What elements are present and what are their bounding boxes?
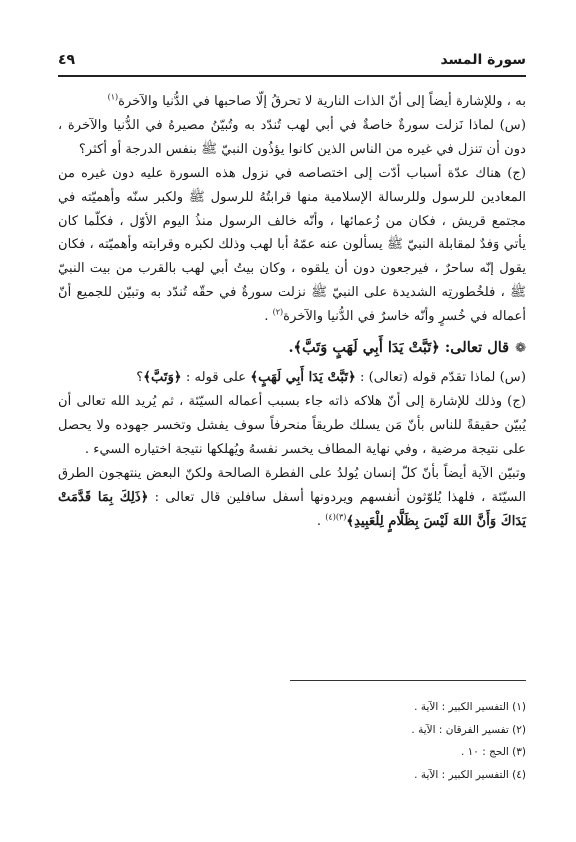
answer-1: (ج) هناك عدّة أسباب أدّت إلى اختصاصه في نزول هذه السورة عليه دون غيره من المعادين للرسول وللرسالة الإسلامية منها قرابتُهُ للرسول ﷺ ولكبر سنّه وأهميّته في مجتمع قريش ، فكان من زُعمائها ، وأنّه خالف الرسول منذُ اليوم الأوّل ، فكلّما كان يأتي وَفدٌ لمقابلة النبيّ ﷺ يسألون عنه عمّهُ أبا لهب وذلك لكبره وقرابته وأهميّته ، فكان يقول إنّه ساحرٌ ، فيرجعون دون أن يلقوه ، وكان بيتُ أبي لهب بالقرب من بيت النبيّ ﷺ ، فلخُطورتِه الشديدة على النبيّ ﷺ نزلت سورةٌ في حقّه تُندّد به وتبيّن للجميع أنّ أعماله في خُسرٍ وأنّه خاسرٌ في الدُّنيا والآخرة$^{(٢)}$ . — [58, 165, 526, 325]
answer-2: (ج) وذلك للإشارة إلى أنّ هلاكه ذاته جاء بسبب أعماله السيّئة ، ثم يُريد الله تعالى أن يُبيّن حقيقةً للناس بأنّ مَن يسلك طريقاً منحرفاً سوف يفشل وتخسر جهوده ولا يحصل على نتيجة مرضية ، وفي نهاية المطاف يخسر نفسهُ ويُهلكها نتيجة اختياره السيء . — [58, 393, 526, 457]
page-body — [58, 90, 526, 533]
quran-quote-1: ﴿تَبَّتْ يَدَا أَبِي لَهَبٍ﴾ — [250, 370, 356, 386]
answer-3 — [58, 462, 526, 534]
footnotes — [290, 696, 526, 786]
question-1: (س) لماذا نَزلت سورةٌ خاصةٌ في أبي لهب تُندّد به وتُبيّنُ مصيرهُ في الدُّنيا والآخرة ، دون أن تنزل في غيره من الناس الذين كانوا يؤذُون النبيّ ﷺ بنفس الدرجة أو أكثر؟ — [58, 117, 526, 157]
footnote-ref-3-4: (٣)(٤) — [325, 512, 347, 522]
page-header — [58, 50, 526, 72]
question-2-middle: على قوله : — [185, 370, 247, 386]
question-2-prefix: (س) لماذا تقدّم قوله (تعالى) : — [360, 370, 526, 386]
answer-3-end: . — [316, 513, 322, 529]
paragraph-intro — [58, 90, 526, 114]
quran-quote-2: ﴿وَتَبَّ﴾ — [143, 370, 182, 386]
verse-heading — [58, 335, 526, 362]
footnote-3: (٣) الحج : ١٠ . — [460, 746, 526, 758]
flower-ornament-icon: ❁ — [515, 341, 526, 357]
footnote-ref-2: (٢) — [272, 307, 284, 317]
quran-quote-3: ﴿ذَلِكَ بِمَا قَدَّمَتْ يَدَاكَ وَأَنَّ اللهَ لَيْسَ بِظَلَّامٍ لِلْعَبِيدِ﴾ — [58, 489, 526, 529]
footnote-4: (٤) التفسير الكبير : الآية . — [414, 768, 526, 781]
footnote-2: (٢) تفسير الفرقان : الآية . — [411, 723, 526, 736]
answer-1-text: (ج) هناك عدّة أسباب أدّت إلى اختصاصه في نزول هذه السورة عليه دون غيره من المعادين للرسول وللرسالة الإسلامية منها قرابتُهُ للرسول ﷺ ولكبر سنّه وأهميّته في مجتمع قريش ، فكان من زُعمائها ، وأنّه خالف الرسول منذُ اليوم الأوّل ، فكلّما كان يأتي وَفدٌ لمقابلة النبيّ ﷺ يسألون عنه عمّهُ أبا لهب وذلك لكبره وقرابته وأهميّته ، فكان يقول إنّه ساحرٌ ، فيرجعون دون أن يلقوه ، وكان بيتُ أبي لهب بالقرب من بيت النبيّ ﷺ ، فلخُطورتِه الشديدة على النبيّ ﷺ نزلت سورةٌ في حقّه تُندّد به وتبيّن للجميع أنّ أعماله في خُسرٍ وأنّه خاسرٌ في الدُّنيا والآخرة — [58, 165, 526, 325]
answer-3-text: وتبيّن الآية أيضاً بأنّ كلّ إنسان يُولدُ على الفطرة الصالحة ولكنّ البعض ينتهجون الطرق السيّئة ، فلهذا يُلوّثون أنفسهم ويردونها أسفل سافلين قال تعالى : — [58, 465, 527, 505]
surah-title: سورة المسد — [440, 52, 526, 68]
footnote-ref-1: (١) — [107, 92, 119, 102]
page-number: ٤٩ — [58, 52, 76, 68]
verse-label: قال تعالى: — [444, 339, 510, 357]
question-2 — [58, 366, 526, 390]
intro-text: به ، وللإشارة أيضاً إلى أنّ الذات النارية لا تحرقُ إلّا صاحبها في الدُّنيا والآخرة — [118, 94, 526, 109]
header-divider — [58, 75, 526, 77]
verse-text: ﴿تَبَّتْ يَدَا أَبِي لَهَبٍ وَتَبَّ﴾. — [288, 339, 440, 357]
footnote-divider — [290, 680, 526, 681]
question-2-suffix: ؟ — [136, 370, 144, 386]
footnote-1: (١) التفسير الكبير : الآية . — [414, 701, 526, 713]
